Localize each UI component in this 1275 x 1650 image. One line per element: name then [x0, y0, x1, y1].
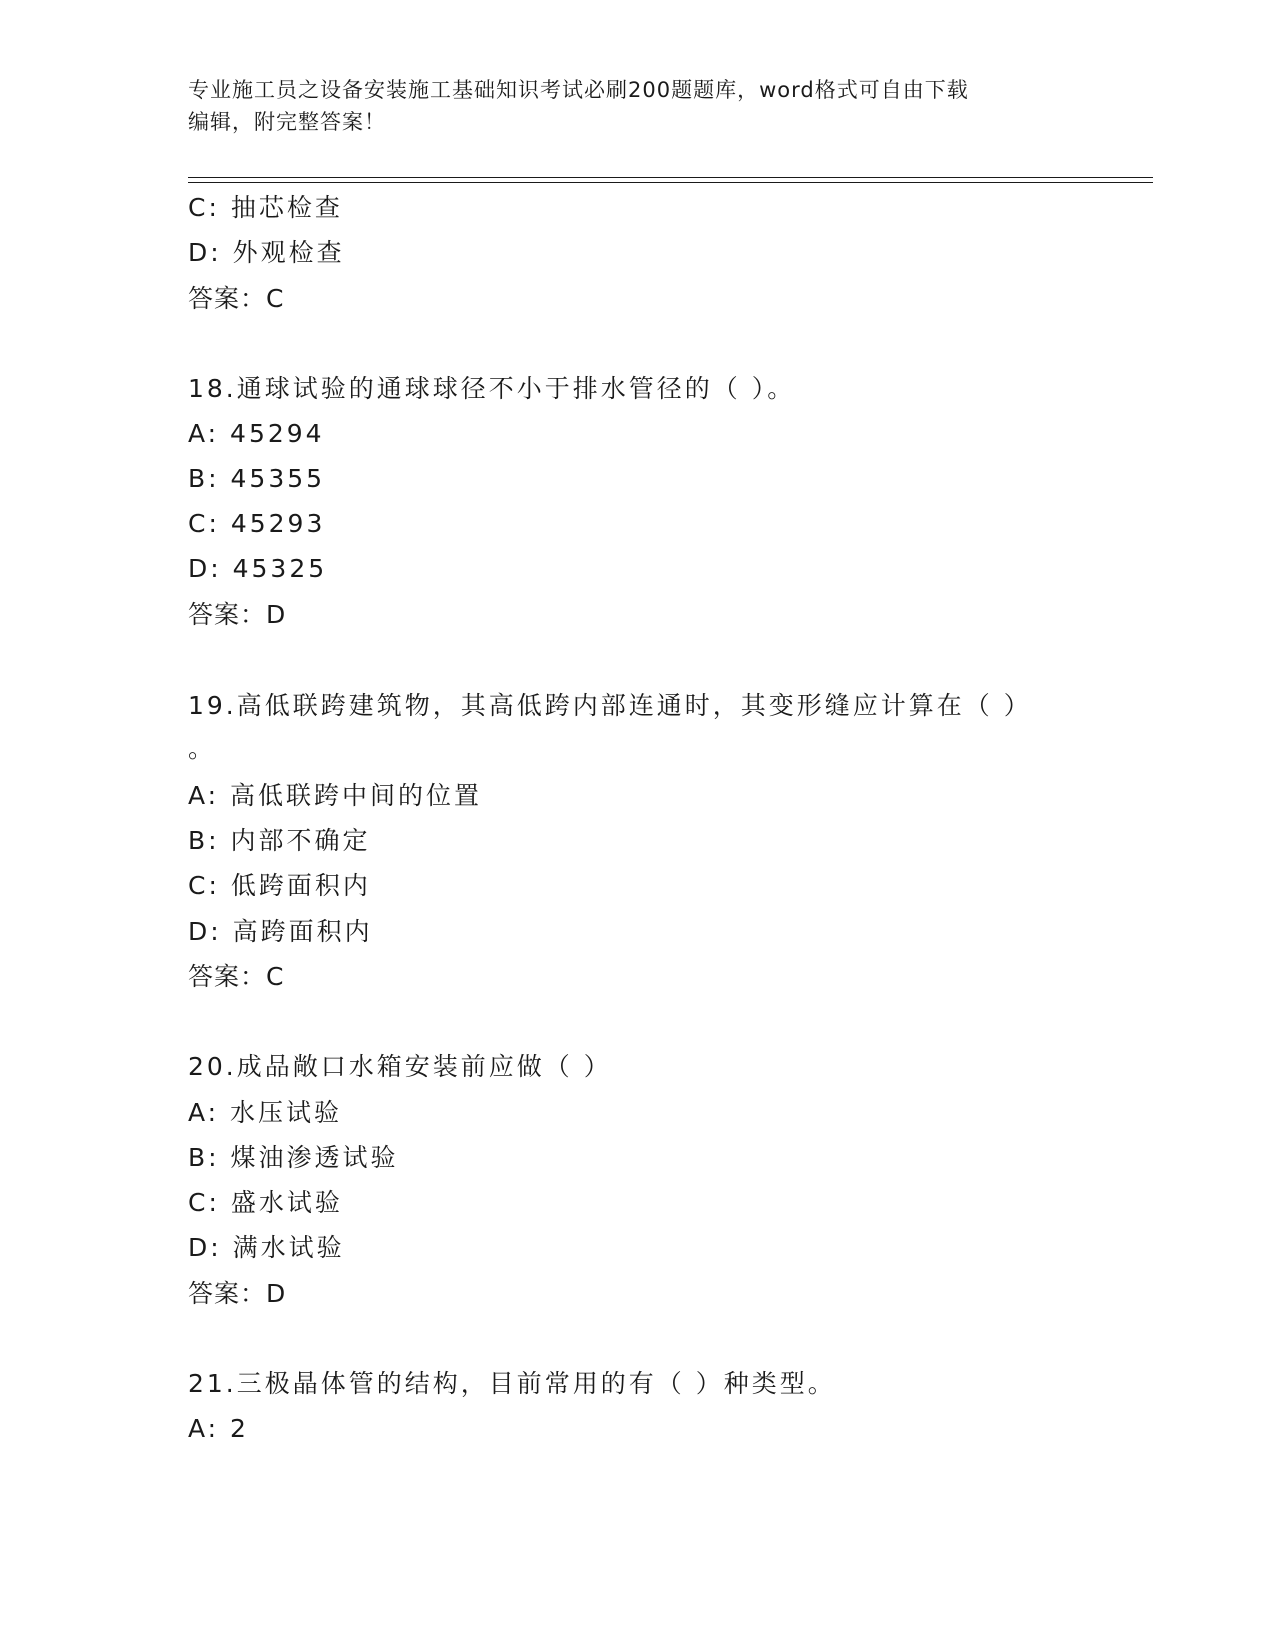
q20-answer: 答案：D — [188, 1279, 287, 1308]
header-title-line-1: 专业施工员之设备安装施工基础知识考试必刷200题题库，word格式可自由下载 — [188, 78, 969, 102]
q19-option-c: C: 低跨面积内 — [188, 871, 371, 900]
q17-option-d: D: 外观检查 — [188, 238, 345, 267]
q21-question: 21.三极晶体管的结构，目前常用的有（ ）种类型。 — [188, 1369, 836, 1398]
q18-option-c: C: 45293 — [188, 509, 326, 538]
q19-question-line-1: 19.高低联跨建筑物，其高低跨内部连通时，其变形缝应计算在（ ） — [188, 691, 1032, 720]
q19-option-b: B: 内部不确定 — [188, 826, 371, 855]
q18-answer: 答案：D — [188, 600, 287, 629]
q19-option-a: A: 高低联跨中间的位置 — [188, 781, 483, 810]
document-header — [188, 74, 1068, 138]
header-title-line-2: 编辑，附完整答案！ — [188, 110, 386, 134]
q19-option-d: D: 高跨面积内 — [188, 917, 373, 946]
q20-question: 20.成品敞口水箱安装前应做（ ） — [188, 1052, 612, 1081]
q21-option-a: A: 2 — [188, 1414, 249, 1443]
header-rule-bottom — [188, 182, 1153, 183]
q18-option-b: B: 45355 — [188, 464, 326, 493]
q18-option-a: A: 45294 — [188, 419, 325, 448]
q19-question-line-2: 。 — [188, 734, 217, 763]
q17-answer: 答案：C — [188, 284, 285, 313]
q20-option-d: D: 满水试验 — [188, 1233, 345, 1262]
q17-option-c: C: 抽芯检查 — [188, 193, 343, 222]
header-rule-top — [188, 177, 1153, 178]
q19-answer: 答案：C — [188, 962, 285, 991]
q18-option-d: D: 45325 — [188, 554, 328, 583]
q20-option-b: B: 煤油渗透试验 — [188, 1143, 399, 1172]
q20-option-a: A: 水压试验 — [188, 1098, 343, 1127]
q20-option-c: C: 盛水试验 — [188, 1188, 343, 1217]
q18-question: 18.通球试验的通球球径不小于排水管径的（ ）。 — [188, 374, 796, 403]
